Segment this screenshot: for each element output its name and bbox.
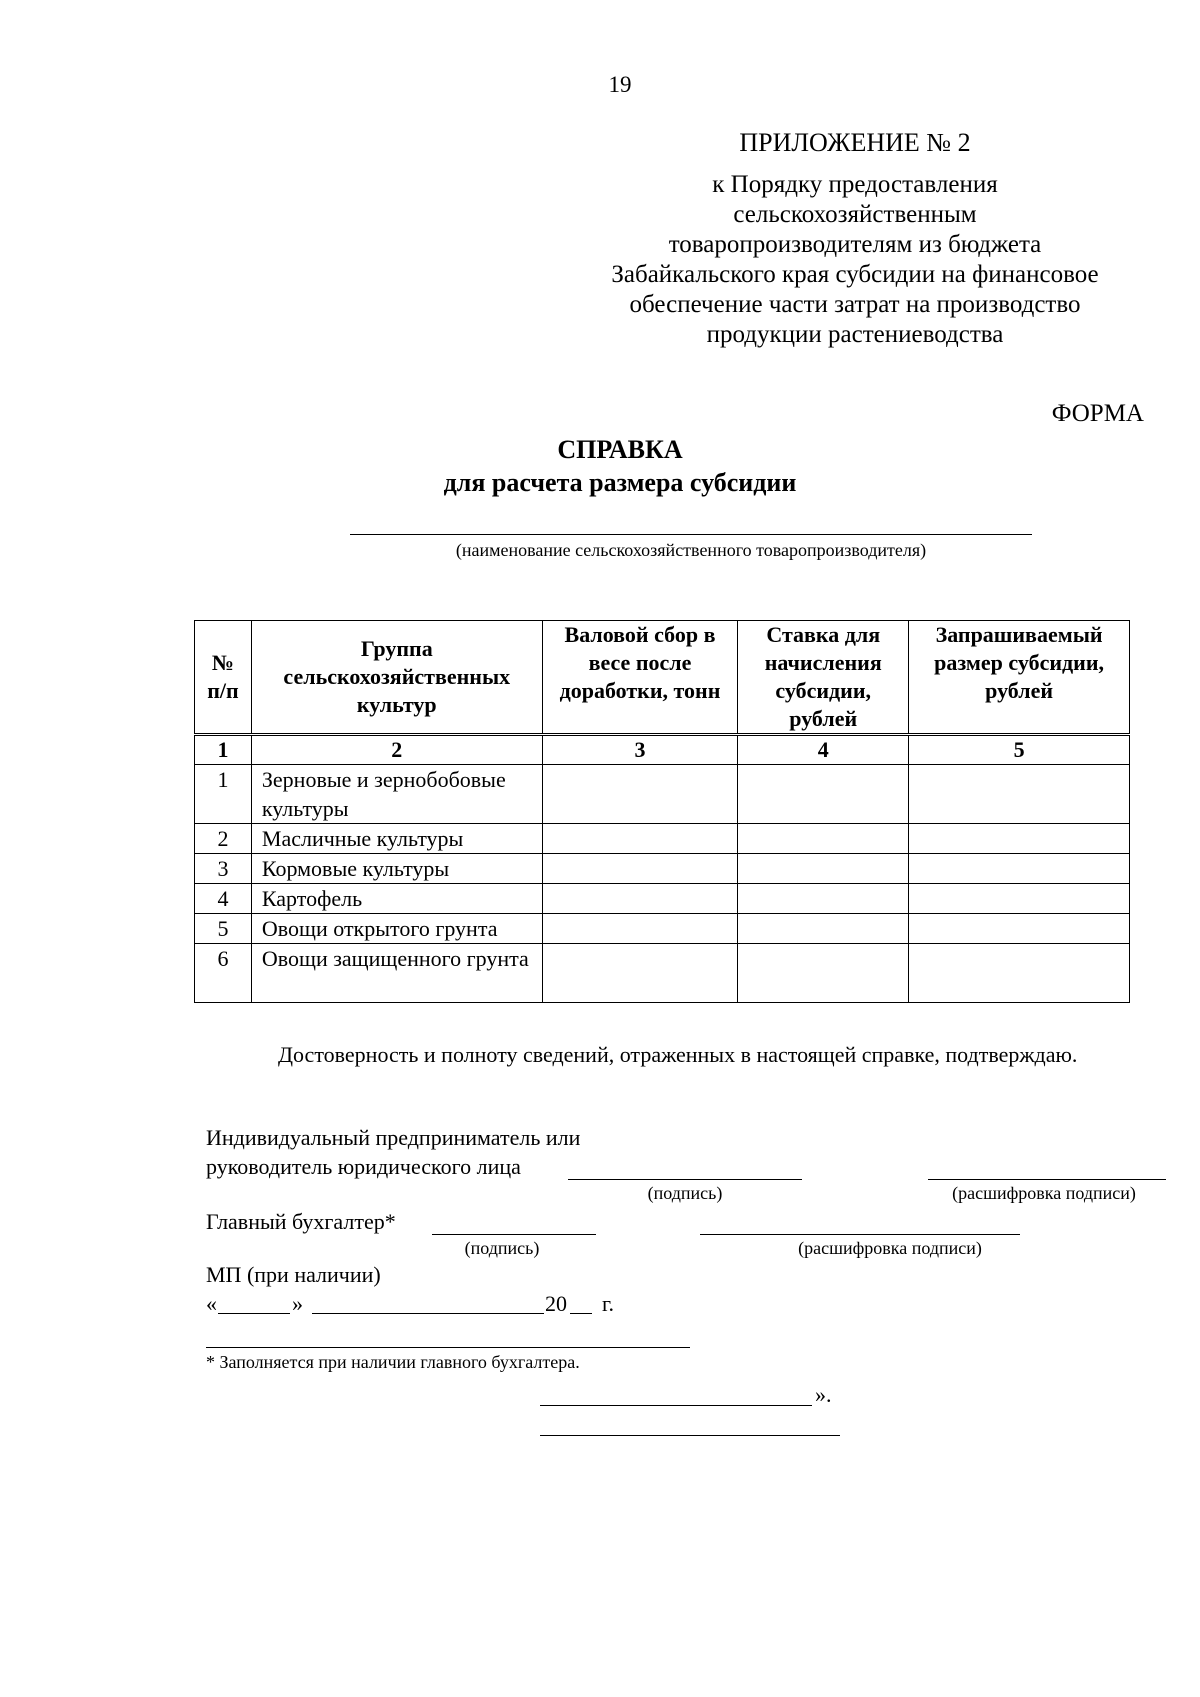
table-row <box>195 914 1130 944</box>
appendix-line: Забайкальского края субсидии на финансовое <box>611 261 1099 288</box>
row-group: Зерновые и зернобобовые культуры <box>251 765 542 824</box>
table-header-row <box>195 621 1130 735</box>
accountant-label: Главный бухгалтер* <box>206 1209 396 1234</box>
year-prefix: 20 <box>545 1291 567 1316</box>
date-open-quote: « <box>206 1291 217 1316</box>
requested-cell[interactable] <box>909 854 1130 884</box>
header-group: Группа сельскохозяйственных культур <box>251 621 542 735</box>
head-label-line1: Индивидуальный предприниматель или <box>206 1125 581 1150</box>
date-close-quote: » <box>292 1291 303 1316</box>
requested-cell[interactable] <box>909 884 1130 914</box>
column-number: 3 <box>542 735 738 765</box>
appendix-block <box>580 128 1130 350</box>
date-month-line[interactable] <box>312 1313 544 1314</box>
year-line[interactable] <box>570 1313 592 1314</box>
gross-cell[interactable] <box>542 854 738 884</box>
column-number: 4 <box>738 735 909 765</box>
appendix-line: товаропроизводителям из бюджета <box>668 231 1042 258</box>
header-rate: Ставка для начисления субсидии, рублей <box>738 621 909 735</box>
header-num: № п/п <box>195 621 252 735</box>
gross-cell[interactable] <box>542 824 738 854</box>
appendix-line: продукции растениеводства <box>706 321 1004 348</box>
head-label-line2: руководитель юридического лица <box>206 1154 521 1179</box>
subsidy-table <box>194 620 1130 1003</box>
table-row <box>195 765 1130 824</box>
producer-name-caption: (наименование сельскохозяйственного товаропроизводителя) <box>455 540 927 560</box>
column-number: 5 <box>909 735 1130 765</box>
row-group: Овощи открытого грунта <box>251 914 542 944</box>
rate-cell[interactable] <box>738 914 909 944</box>
header-gross: Валовой сбор в весе после доработки, тонн <box>542 621 738 735</box>
requested-cell[interactable] <box>909 824 1130 854</box>
head-signature-line[interactable] <box>568 1179 802 1180</box>
row-group: Кормовые культуры <box>251 854 542 884</box>
date-day-line[interactable] <box>218 1313 290 1314</box>
row-group: Картофель <box>251 884 542 914</box>
title-sub: для расчета размера субсидии <box>443 468 797 497</box>
closing-quote: ». <box>815 1382 832 1407</box>
table-row <box>195 884 1130 914</box>
row-num: 1 <box>195 765 252 824</box>
year-suffix: г. <box>602 1291 615 1316</box>
rate-cell[interactable] <box>738 944 909 1003</box>
appendix-title: ПРИЛОЖЕНИЕ № 2 <box>739 128 971 157</box>
producer-name-line[interactable] <box>350 534 1032 535</box>
head-decode-line[interactable] <box>928 1179 1166 1180</box>
requested-cell[interactable] <box>909 914 1130 944</box>
footnote: * Заполняется при наличии главного бухгалтера. <box>206 1352 580 1372</box>
rate-cell[interactable] <box>738 884 909 914</box>
rate-cell[interactable] <box>738 765 909 824</box>
stamp-label: МП (при наличии) <box>206 1262 381 1287</box>
confirmation-text: Достоверность и полноту сведений, отраженных в настоящей справке, подтверждаю. <box>278 1042 1078 1067</box>
requested-cell[interactable] <box>909 765 1130 824</box>
gross-cell[interactable] <box>542 765 738 824</box>
requested-cell[interactable] <box>909 944 1130 1003</box>
rate-cell[interactable] <box>738 824 909 854</box>
gross-cell[interactable] <box>542 944 738 1003</box>
accountant-decode-line[interactable] <box>700 1234 1020 1235</box>
footnote-rule <box>206 1347 690 1348</box>
appendix-line: сельскохозяйственным <box>733 201 977 228</box>
accountant-decode-caption: (расшифровка подписи) <box>798 1238 982 1258</box>
column-number: 1 <box>195 735 252 765</box>
gross-cell[interactable] <box>542 914 738 944</box>
appendix-line: к Порядку предоставления <box>712 171 998 198</box>
head-decode-caption: (расшифровка подписи) <box>952 1183 1136 1203</box>
title-main: СПРАВКА <box>557 435 683 464</box>
row-num: 6 <box>195 944 252 1003</box>
page-number: 19 <box>608 72 632 97</box>
document-title <box>0 433 1200 499</box>
row-group: Масличные культуры <box>251 824 542 854</box>
row-num: 4 <box>195 884 252 914</box>
row-num: 3 <box>195 854 252 884</box>
row-group: Овощи защищенного грунта <box>251 944 542 1003</box>
accountant-signature-line[interactable] <box>432 1234 596 1235</box>
form-label: ФОРМА <box>1051 400 1144 427</box>
row-num: 2 <box>195 824 252 854</box>
rate-cell[interactable] <box>738 854 909 884</box>
closing-line <box>540 1405 812 1406</box>
gross-cell[interactable] <box>542 884 738 914</box>
row-num: 5 <box>195 914 252 944</box>
closing-rule <box>540 1435 840 1436</box>
appendix-line: обеспечение части затрат на производство <box>629 291 1081 318</box>
table-row <box>195 824 1130 854</box>
column-number-row <box>195 735 1130 765</box>
table-row <box>195 854 1130 884</box>
column-number: 2 <box>251 735 542 765</box>
table-row <box>195 944 1130 1003</box>
accountant-signature-caption: (подпись) <box>464 1238 540 1258</box>
header-requested: Запрашиваемый размер субсидии, рублей <box>909 621 1130 735</box>
head-signature-caption: (подпись) <box>647 1183 723 1203</box>
